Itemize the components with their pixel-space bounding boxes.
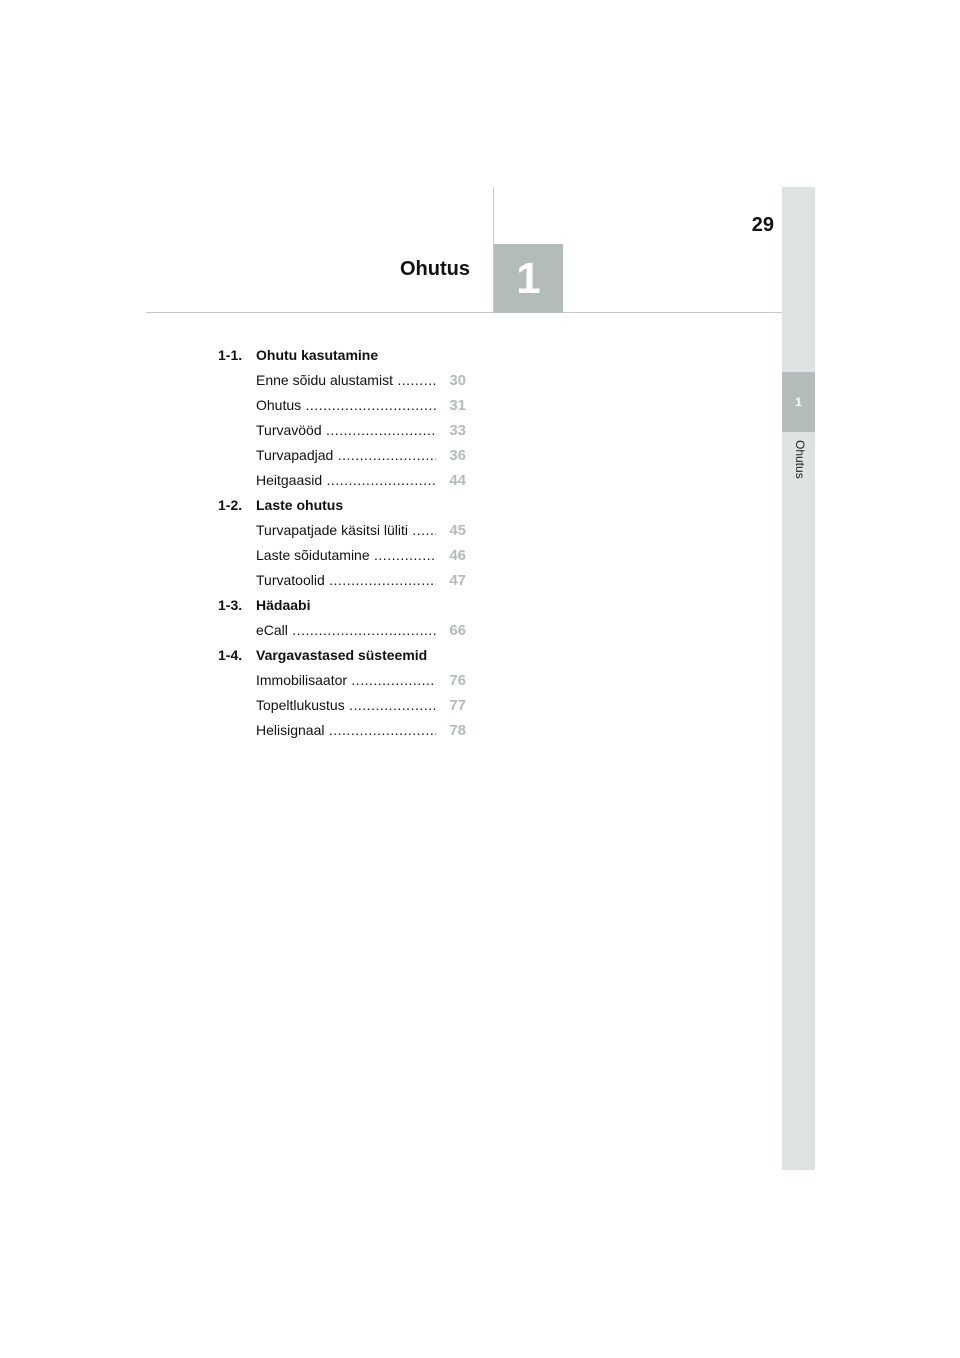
- entry-label: Enne sõidu alustamist .....: [256, 368, 436, 393]
- side-tab-strip: [782, 187, 815, 1170]
- section-title: Laste ohutus: [256, 497, 344, 513]
- entry-page: 78: [449, 722, 466, 739]
- side-tab-label: Ohutus: [793, 440, 807, 479]
- chapter-number: 1: [516, 253, 541, 303]
- entry-label: Turvatoolid .....: [256, 568, 436, 593]
- toc-entry[interactable]: [256, 718, 466, 743]
- entry-label: Immobilisaator .....: [256, 668, 436, 693]
- toc-entry[interactable]: [256, 518, 466, 543]
- entry-label: Heitgaasid .....: [256, 468, 436, 493]
- section-number: 1-4.: [218, 647, 243, 663]
- toc-entry[interactable]: [256, 368, 466, 393]
- section-title: Ohutu kasutamine: [256, 347, 379, 363]
- entry-page: 44: [449, 472, 466, 489]
- toc-entry[interactable]: [256, 618, 466, 643]
- entry-label: Laste sõidutamine .....: [256, 543, 436, 568]
- entry-label: eCall .....: [256, 618, 436, 643]
- toc-entry[interactable]: [256, 393, 466, 418]
- entry-page: 45: [449, 522, 466, 539]
- toc-entry[interactable]: [256, 418, 466, 443]
- toc-entry[interactable]: [256, 468, 466, 493]
- chapter-title: Ohutus: [400, 258, 470, 280]
- entry-page: 31: [449, 397, 466, 414]
- toc-entry[interactable]: [256, 693, 466, 718]
- entry-page: 77: [449, 697, 466, 714]
- toc-section[interactable]: [218, 593, 518, 618]
- toc-section[interactable]: [218, 643, 518, 668]
- entry-page: 30: [449, 372, 466, 389]
- entry-page: 33: [449, 422, 466, 439]
- table-of-contents: [218, 343, 518, 743]
- entry-label: Turvavööd .....: [256, 418, 436, 443]
- section-number: 1-3.: [218, 597, 243, 613]
- entry-label: Turvapatjade käsitsi lüliti .....: [256, 518, 436, 543]
- side-tab-number: 1: [795, 395, 802, 409]
- toc-entry[interactable]: [256, 443, 466, 468]
- page-number: 29: [751, 214, 774, 236]
- toc-section[interactable]: [218, 493, 518, 518]
- section-title: Vargavastased süsteemid: [256, 647, 428, 663]
- entry-page: 46: [449, 547, 466, 564]
- entry-page: 47: [449, 572, 466, 589]
- side-tab-active[interactable]: [782, 372, 815, 432]
- toc-entry[interactable]: [256, 568, 466, 593]
- chapter-number-box: [494, 244, 563, 313]
- entry-page: 36: [449, 447, 466, 464]
- section-title: Hädaabi: [256, 597, 311, 613]
- toc-section[interactable]: [218, 343, 518, 368]
- entry-label: Ohutus .....: [256, 393, 436, 418]
- entry-page: 76: [449, 672, 466, 689]
- toc-entry[interactable]: [256, 543, 466, 568]
- section-number: 1-2.: [218, 497, 243, 513]
- header-horizontal-divider: [146, 312, 782, 313]
- entry-label: Turvapadjad .....: [256, 443, 436, 468]
- section-number: 1-1.: [218, 347, 243, 363]
- entry-page: 66: [449, 622, 466, 639]
- toc-entry[interactable]: [256, 668, 466, 693]
- entry-label: Helisignaal .....: [256, 718, 436, 743]
- entry-label: Topeltlukustus .....: [256, 693, 436, 718]
